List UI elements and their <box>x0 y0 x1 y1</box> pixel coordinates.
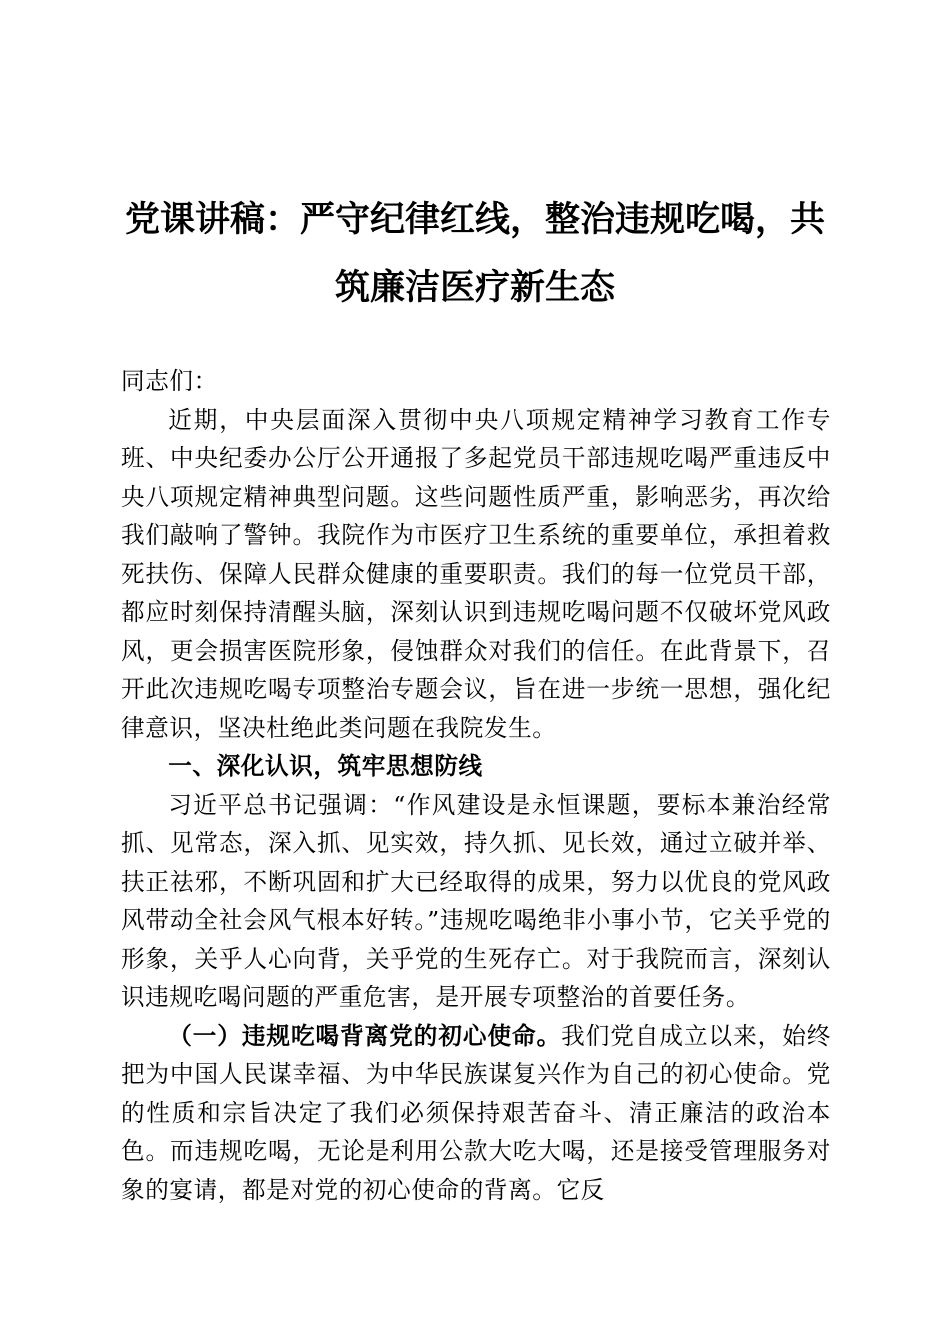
paragraph-subsection-1 <box>121 1017 831 1210</box>
subsection-1-text: 我们党自成立以来，始终把为中国人民谋幸福、为中华民族谋复兴作为自己的初心使命。党的性质和宗旨决定了我们必须保持艰苦奋斗、清正廉洁的政治本色。而违规吃喝，无论是利用公款大吃大喝，还是接受管理服务对象的宴请，都是对党的初心使命的背离。它反 <box>121 1021 831 1204</box>
paragraph-quote: 习近平总书记强调：“作风建设是永恒课题，要标本兼治经常抓、见常态，深入抓、见实效，持久抓、见长效，通过立破并举、扶正祛邪，不断巩固和扩大已经取得的成果，努力以优良的党风政风带动全社会风气根本好转。”违规吃喝绝非小事小节，它关乎党的形象，关乎人心向背，关乎党的生死存亡。对于我院而言，深刻认识违规吃喝问题的严重危害，是开展专项整治的首要任务。 <box>121 790 831 1011</box>
section-heading-1: 一、深化认识，筑牢思想防线 <box>168 752 483 780</box>
document-title: 党课讲稿：严守纪律红线，整治违规吃喝，共筑廉洁医疗新生态 <box>124 199 825 308</box>
salutation: 同志们： <box>121 367 218 395</box>
subsection-heading-1: （一）违规吃喝背离党的初心使命。 <box>168 1021 562 1050</box>
document-body <box>121 362 831 1209</box>
paragraph-intro: 近期，中央层面深入贯彻中央八项规定精神学习教育工作专班、中央纪委办公厅公开通报了多起党员干部违规吃喝严重违反中央八项规定精神典型问题。这些问题性质严重，影响恶劣，再次给我们敲响了警钟。我院作为市医疗卫生系统的重要单位，承担着救死扶伤、保障人民群众健康的重要职责。我们的每一位党员干部，都应时刻保持清醒头脑，深刻认识到违规吃喝问题不仅破坏党风政风，更会损害医院形象，侵蚀群众对我们的信任。在此背景下，召开此次违规吃喝专项整治专题会议，旨在进一步统一思想，强化纪律意识，坚决杜绝此类问题在我院发生。 <box>121 405 831 742</box>
